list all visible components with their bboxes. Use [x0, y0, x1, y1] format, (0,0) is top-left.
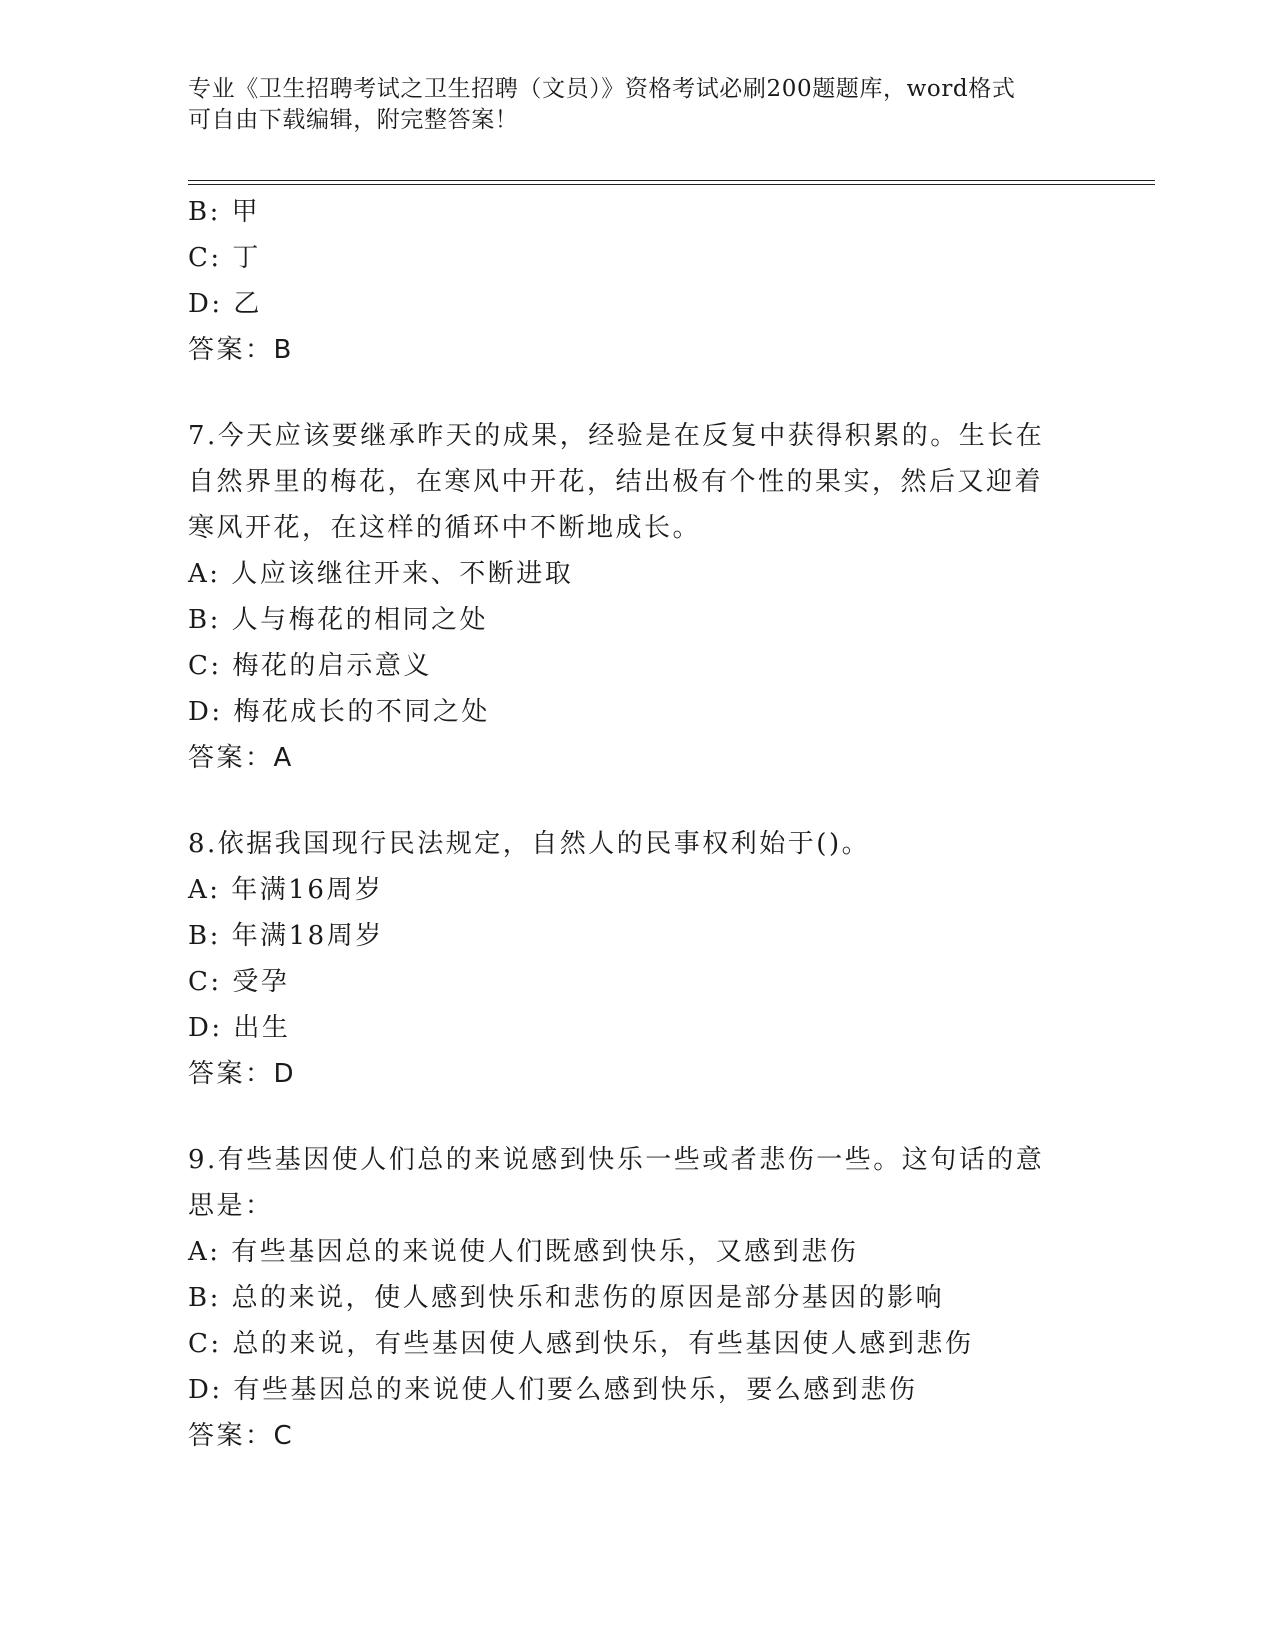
question-stem: 自然界里的梅花，在寒风中开花，结出极有个性的果实，然后又迎着 [188, 467, 1044, 497]
answer: 答案：A [188, 743, 294, 773]
answer: 答案：C [188, 1421, 295, 1451]
question-8 [188, 821, 1068, 1097]
option-d: D: 乙 [188, 289, 262, 319]
option-b: B: 甲 [188, 197, 261, 227]
option-b: B: 人与梅花的相同之处 [188, 605, 489, 635]
question-list [188, 189, 1068, 1459]
option-d: D: 出生 [188, 1013, 291, 1043]
question-9 [188, 1137, 1068, 1459]
option-c: C: 梅花的启示意义 [188, 651, 432, 681]
header-divider-bottom [188, 184, 1155, 185]
question-stem: 思是： [188, 1191, 274, 1221]
header-line-1: 专业《卫生招聘考试之卫生招聘（文员）》资格考试必刷200题题库，word格式 [188, 76, 1016, 102]
question-7 [188, 413, 1068, 781]
answer: 答案：D [188, 1059, 297, 1089]
option-c: C: 受孕 [188, 967, 290, 997]
option-a: A: 人应该继往开来、不断进取 [188, 559, 574, 589]
question-stem: 9.有些基因使人们总的来说感到快乐一些或者悲伤一些。这句话的意 [188, 1145, 1045, 1175]
header-line-2: 可自由下载编辑，附完整答案！ [188, 107, 519, 133]
question-stem: 8.依据我国现行民法规定，自然人的民事权利始于()。 [188, 829, 871, 859]
header-divider-top [188, 180, 1155, 181]
answer: 答案：B [188, 335, 294, 365]
option-c: C: 总的来说，有些基因使人感到快乐，有些基因使人感到悲伤 [188, 1329, 974, 1359]
option-a: A: 年满16周岁 [188, 875, 384, 905]
option-a: A: 有些基因总的来说使人们既感到快乐，又感到悲伤 [188, 1237, 859, 1267]
option-c: C: 丁 [188, 243, 261, 273]
prev-question [188, 189, 1068, 373]
question-stem: 寒风开花，在这样的循环中不断地成长。 [188, 513, 702, 543]
option-d: D: 有些基因总的来说使人们要么感到快乐，要么感到悲伤 [188, 1375, 918, 1405]
option-b: B: 总的来说，使人感到快乐和悲伤的原因是部分基因的影响 [188, 1283, 945, 1313]
option-b: B: 年满18周岁 [188, 921, 384, 951]
document-header [188, 74, 1088, 136]
question-stem: 7.今天应该要继承昨天的成果，经验是在反复中获得积累的。生长在 [188, 421, 1045, 451]
option-d: D: 梅花成长的不同之处 [188, 697, 490, 727]
